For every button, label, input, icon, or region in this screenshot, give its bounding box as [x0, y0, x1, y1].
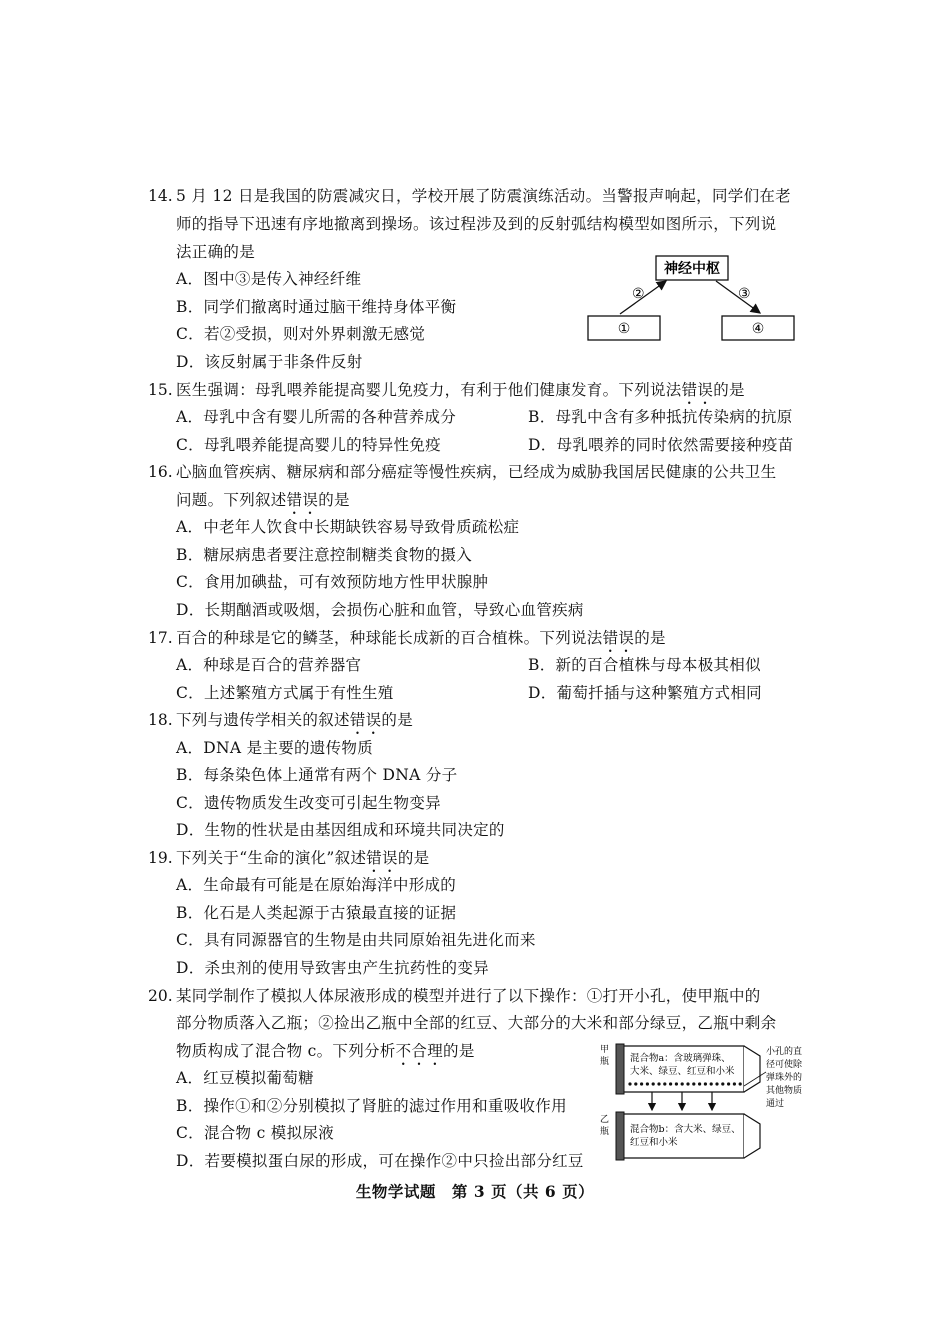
arrow-label-3: ③: [738, 286, 751, 302]
yi-bottle-label-1: 乙: [600, 1115, 610, 1125]
reflex-arc-diagram: [580, 250, 805, 350]
question-19-option-d: D．杀虫剂的使用导致害虫产生抗药性的变异: [176, 959, 489, 977]
small-hole: [704, 1082, 707, 1085]
small-hole: [721, 1082, 724, 1085]
mixture-b-line-1: 混合物b：含大米、绿豆、: [630, 1124, 741, 1135]
question-18-stem: 下列与遗传学相关的叙述错误的是: [176, 711, 414, 729]
question-18-option-d: D．生物的性状是由基因组成和环境共同决定的: [176, 821, 505, 839]
small-hole: [681, 1082, 684, 1085]
small-hole: [634, 1082, 637, 1085]
question-14-option-b: B．同学们撤离时通过脑干维持身体平衡: [176, 298, 457, 316]
question-19-number: 19.: [148, 849, 173, 867]
small-hole: [686, 1082, 689, 1085]
hole-note-line-2: 径可使除: [766, 1060, 803, 1070]
question-20-number: 20.: [148, 987, 173, 1005]
question-19-option-b: B．化石是人类起源于古猿最直接的证据: [176, 904, 457, 922]
question-15-stem: 医生强调：母乳喂养能提高婴儿免疫力，有利于他们健康发育。下列说法错误的是: [176, 381, 745, 399]
mixture-a-line-1: 混合物a：含玻璃弹珠、: [630, 1053, 731, 1064]
hole-note-line-5: 通过: [766, 1099, 785, 1109]
question-16-option-b: B．糖尿病患者要注意控制糖类食物的摄入: [176, 546, 473, 564]
question-14-stem-line-2: 师的指导下迅速有序地撤离到操场。该过程涉及到的反射弧结构模型如图所示，下列说: [176, 215, 777, 233]
yi-bottle-body: [622, 1114, 744, 1158]
question-15-option-b: B．母乳中含有多种抵抗传染病的抗原: [528, 408, 793, 426]
question-15-number: 15.: [148, 381, 173, 399]
question-16-option-d: D．长期酗酒或吸烟，会损伤心脏和血管，导致心血管疾病: [176, 601, 584, 619]
question-20-option-d: D．若要模拟蛋白尿的形成，可在操作②中只捡出部分红豆: [176, 1152, 584, 1170]
question-20-option-c: C．混合物 c 模拟尿液: [176, 1124, 334, 1142]
yi-bottle-neck: [744, 1114, 760, 1158]
urine-formation-model-figure: [598, 1042, 813, 1164]
question-14-option-a: A．图中③是传入神经纤维: [176, 270, 362, 288]
small-hole: [715, 1082, 718, 1085]
question-18-option-b: B．每条染色体上通常有两个 DNA 分子: [176, 766, 458, 784]
small-hole: [628, 1082, 631, 1085]
question-20-stem-line-3: 物质构成了混合物 c。下列分析不合理的是: [176, 1042, 475, 1060]
question-17-option-a: A．种球是百合的营养器官: [176, 656, 362, 674]
small-hole: [733, 1082, 736, 1085]
question-16-option-a: A．中老年人饮食中长期缺铁容易导致骨质疏松症: [176, 518, 520, 536]
small-hole: [698, 1082, 701, 1085]
question-14-number: 14.: [148, 187, 173, 205]
jia-bottle-label-2: 瓶: [600, 1057, 610, 1067]
question-17-option-c: C．上述繁殖方式属于有性生殖: [176, 684, 394, 702]
question-17-stem: 百合的种球是它的鳞茎，种球能长成新的百合植株。下列说法错误的是: [176, 629, 666, 647]
question-20-stem-line-2: 部分物质落入乙瓶；②捡出乙瓶中全部的红豆、大部分的大米和部分绿豆，乙瓶中剩余: [176, 1014, 777, 1032]
question-17-option-b: B．新的百合植株与母本极其相似: [528, 656, 761, 674]
question-16-stem-line-1: 心脑血管疾病、糖尿病和部分癌症等慢性疾病，已经成为威胁我国居民健康的公共卫生: [176, 463, 777, 481]
hole-note-line-3: 弹珠外的: [766, 1073, 803, 1083]
small-hole: [727, 1082, 730, 1085]
nerve-center-label: 神经中枢: [664, 261, 720, 277]
receptor-label: ①: [617, 321, 631, 337]
question-14-stem-line-3: 法正确的是: [176, 243, 256, 261]
jia-bottle-label-1: 甲: [600, 1045, 610, 1055]
mixture-b-line-2: 红豆和小米: [630, 1137, 678, 1148]
small-hole: [657, 1082, 660, 1085]
small-hole: [669, 1082, 672, 1085]
small-hole: [675, 1082, 678, 1085]
question-16-option-c: C．食用加碘盐，可有效预防地方性甲状腺肿: [176, 573, 489, 591]
question-19-option-a: A．生命最有可能是在原始海洋中形成的: [176, 876, 457, 894]
yi-bottle-label-2: 瓶: [600, 1127, 610, 1137]
question-20-stem-line-1: 某同学制作了模拟人体尿液形成的模型并进行了以下操作：①打开小孔，使甲瓶中的: [176, 987, 761, 1005]
question-17-number: 17.: [148, 629, 173, 647]
hole-note-line-4: 其他物质: [766, 1086, 803, 1096]
jia-bottle-neck: [744, 1046, 760, 1092]
small-hole: [652, 1082, 655, 1085]
question-18-number: 18.: [148, 711, 173, 729]
question-16-number: 16.: [148, 463, 173, 481]
effector-label: ④: [751, 321, 765, 337]
arrow-label-2: ②: [632, 286, 645, 302]
question-14-stem-line-1: 5 月 12 日是我国的防震减灾日，学校开展了防震演练活动。当警报声响起，同学们在老: [176, 187, 791, 205]
question-17-option-d: D．葡萄扦插与这种繁殖方式相同: [528, 684, 762, 702]
jia-bottle-cap: [616, 1044, 624, 1094]
page-footer: 生物学试题 第 3 页（共 6 页）: [355, 1182, 595, 1201]
question-15-option-d: D．母乳喂养的同时依然需要接种疫苗: [528, 436, 794, 454]
small-hole: [640, 1082, 643, 1085]
small-hole: [663, 1082, 666, 1085]
question-18-option-c: C．遗传物质发生改变可引起生物变异: [176, 794, 441, 812]
question-16-stem-line-2: 问题。下列叙述错误的是: [176, 491, 350, 509]
question-20-option-b: B．操作①和②分别模拟了肾脏的滤过作用和重吸收作用: [176, 1097, 567, 1115]
question-15-option-a: A．母乳中含有婴儿所需的各种营养成分: [176, 408, 457, 426]
question-14-option-c: C．若②受损，则对外界刺激无感觉: [176, 325, 426, 343]
question-15-option-c: C．母乳喂养能提高婴儿的特异性免疫: [176, 436, 441, 454]
small-hole: [739, 1082, 742, 1085]
question-20-option-a: A．红豆模拟葡萄糖: [176, 1069, 314, 1087]
small-hole: [710, 1082, 713, 1085]
yi-bottle-cap: [616, 1112, 624, 1160]
question-14-option-d: D．该反射属于非条件反射: [176, 353, 363, 371]
question-19-option-c: C．具有同源器官的生物是由共同原始祖先进化而来: [176, 931, 536, 949]
mixture-a-line-2: 大米、绿豆、红豆和小米: [630, 1066, 735, 1077]
question-19-stem: 下列关于“生命的演化”叙述错误的是: [176, 849, 430, 867]
question-18-option-a: A．DNA 是主要的遗传物质: [176, 739, 374, 757]
small-hole: [646, 1082, 649, 1085]
small-hole: [692, 1082, 695, 1085]
hole-note-line-1: 小孔的直: [766, 1047, 803, 1057]
